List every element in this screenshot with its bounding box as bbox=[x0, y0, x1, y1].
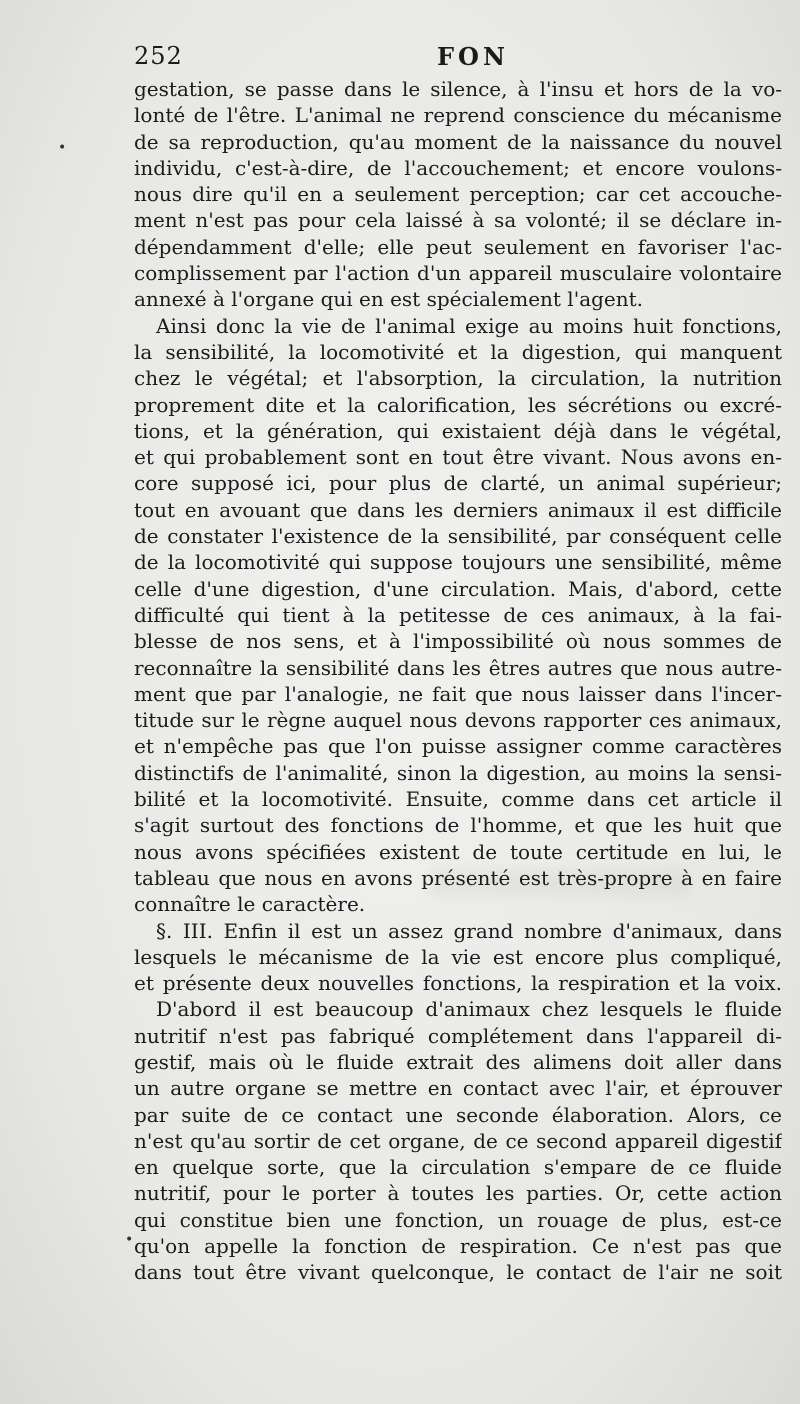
text-line: core supposé ici, pour plus de clarté, un animal supérieur; bbox=[134, 471, 782, 496]
text-line: gestation, se passe dans le silence, à l'insu et hors de la vo- bbox=[134, 77, 782, 101]
text-line: et présente deux nouvelles fonctions, la respiration et la voix. bbox=[134, 971, 782, 996]
text-line: connaître le caractère. bbox=[134, 892, 366, 917]
text-line: nutritif n'est pas fabriqué complétement dans l'appareil di- bbox=[134, 1023, 782, 1048]
text-line: gestif, mais où le fluide extrait des alimens doit aller dans bbox=[134, 1049, 782, 1074]
text-line: complissement par l'action d'un appareil musculaire volontaire bbox=[134, 261, 782, 286]
page-number: 252 bbox=[134, 42, 183, 70]
text-line: blesse de nos sens, et à l'impossibilité où nous sommes de bbox=[134, 629, 782, 654]
text-line: dépendamment d'elle; elle peut seulement en favoriser l'ac- bbox=[134, 234, 782, 259]
text-line: D'abord il est beaucoup d'animaux chez lesquels le fluide bbox=[156, 997, 782, 1022]
page-header bbox=[134, 42, 774, 78]
text-line: de la locomotivité qui suppose toujours une sensibilité, même bbox=[134, 550, 782, 575]
text-line: nutritif, pour le porter à toutes les parties. Or, cette action bbox=[134, 1181, 782, 1206]
text-line: bilité et la locomotivité. Ensuite, comme dans cet article il bbox=[134, 787, 782, 812]
text-line: reconnaître la sensibilité dans les êtres autres que nous autre- bbox=[134, 655, 782, 680]
text-line: s'agit surtout des fonctions de l'homme, et que les huit que bbox=[134, 813, 782, 838]
margin-dot-2: • bbox=[125, 1232, 134, 1248]
running-head: FON bbox=[437, 42, 509, 71]
text-line: qui constitue bien une fonction, un rouage de plus, est-ce bbox=[134, 1207, 782, 1232]
text-line: §. III. Enfin il est un assez grand nombre d'animaux, dans bbox=[156, 918, 782, 943]
text-line: proprement dite et la calorification, les sécrétions ou excré- bbox=[134, 392, 782, 417]
text-line: qu'on appelle la fonction de respiration. Ce n'est pas que bbox=[134, 1234, 782, 1259]
text-line: difficulté qui tient à la petitesse de ces animaux, à la fai- bbox=[134, 602, 782, 627]
text-line: Ainsi donc la vie de l'animal exige au moins huit fonctions, bbox=[156, 313, 782, 338]
text-line: lonté de l'être. L'animal ne reprend conscience du mécanisme bbox=[134, 103, 782, 128]
text-line: ment que par l'analogie, ne fait que nous laisser dans l'incer- bbox=[134, 681, 782, 706]
text-line: tout en avouant que dans les derniers animaux il est difficile bbox=[134, 497, 782, 522]
text-line: la sensibilité, la locomotivité et la digestion, qui manquent bbox=[134, 339, 782, 364]
text-line: n'est qu'au sortir de cet organe, de ce second appareil digestif bbox=[134, 1128, 782, 1153]
text-line: en quelque sorte, que la circulation s'empare de ce fluide bbox=[134, 1155, 782, 1180]
text-line: individu, c'est-à-dire, de l'accouchement; et encore voulons- bbox=[134, 155, 782, 180]
body-text bbox=[134, 76, 782, 1286]
text-line: titude sur le règne auquel nous devons rapporter ces animaux, bbox=[134, 708, 782, 733]
text-line: et n'empêche pas que l'on puisse assigner comme caractères bbox=[134, 734, 782, 759]
text-line: et qui probablement sont en tout être vivant. Nous avons en- bbox=[134, 445, 782, 470]
text-line: ment n'est pas pour cela laissé à sa volonté; il se déclare in- bbox=[134, 208, 782, 233]
text-line: distinctifs de l'animalité, sinon la digestion, au moins la sensi- bbox=[134, 760, 782, 785]
text-line: nous avons spécifiées existent de toute certitude en lui, le bbox=[134, 839, 782, 864]
text-line: un autre organe se mettre en contact avec l'air, et éprouver bbox=[134, 1076, 782, 1101]
margin-dot-1: • bbox=[58, 140, 67, 156]
text-line: lesquels le mécanisme de la vie est encore plus compliqué, bbox=[134, 944, 782, 969]
text-line: de sa reproduction, qu'au moment de la naissance du nouvel bbox=[134, 129, 782, 154]
text-line: celle d'une digestion, d'une circulation. Mais, d'abord, cette bbox=[134, 576, 782, 601]
text-line: tions, et la génération, qui existaient déjà dans le végétal, bbox=[134, 418, 782, 443]
text-line: annexé à l'organe qui en est spécialement l'agent. bbox=[134, 287, 644, 312]
text-line: de constater l'existence de la sensibilité, par conséquent celle bbox=[134, 524, 782, 549]
text-line: chez le végétal; et l'absorption, la circulation, la nutrition bbox=[134, 366, 782, 391]
text-line: dans tout être vivant quelconque, le contact de l'air ne soit bbox=[134, 1260, 782, 1285]
text-line: tableau que nous en avons présenté est très-propre à en faire bbox=[134, 865, 782, 890]
text-line: par suite de ce contact une seconde élaboration. Alors, ce bbox=[134, 1102, 782, 1127]
text-line: nous dire qu'il en a seulement perception; car cet accouche- bbox=[134, 182, 782, 207]
